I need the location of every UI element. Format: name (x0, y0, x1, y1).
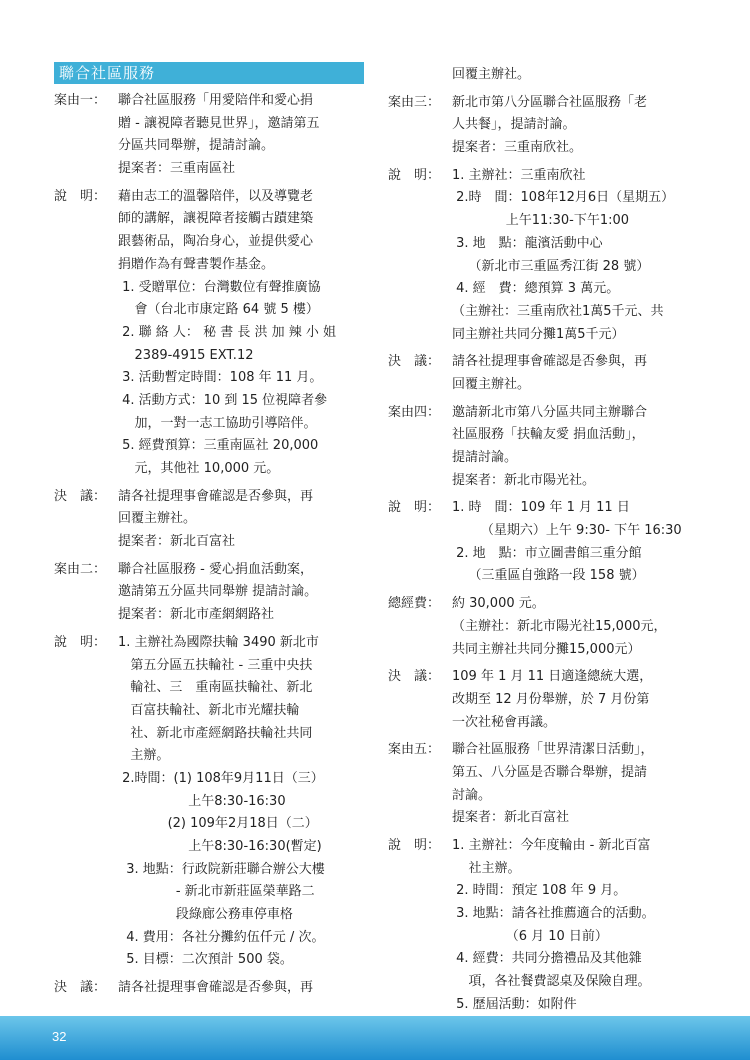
agenda-entry (388, 835, 700, 1017)
entry-body (118, 90, 364, 181)
entry-line: 會（台北市康定路 64 號 5 樓） (118, 302, 319, 318)
entry-line: 1. 時 間：109 年 1 月 11 日 (452, 500, 630, 516)
entry-line: 提案者：新北市陽光社。 (452, 472, 596, 488)
entry-line: 4. 費用：各社分攤約伍仟元 / 次。 (118, 929, 325, 945)
agenda-entry (388, 739, 700, 830)
entry-line: 2.時 間：108年12月6日（星期五） (452, 190, 675, 206)
entry-body (118, 632, 364, 972)
entry-line: 109 年 1 月 11 日適逢總統大選， (452, 669, 653, 685)
entry-line: 2. 聯 絡 人： 秘 書 長 洪 加 辣 小 姐 (118, 324, 336, 340)
entry-line: 提案者：三重南區社 (118, 161, 236, 177)
entry-line: 加，一對一志工協助引導陪伴。 (118, 415, 317, 431)
entry-line: 3. 地點：行政院新莊聯合辦公大樓 (118, 861, 325, 877)
entry-label: 決 議： (54, 488, 107, 504)
entry-line: 人共餐」，提請討論。 (452, 117, 576, 133)
entry-line: 共同主辦社共同分攤15,000元） (452, 641, 641, 657)
left-entries (54, 90, 364, 1000)
entry-body (118, 186, 364, 481)
agenda-entry (54, 559, 364, 627)
entry-line: 請各社提理事會確認是否參與，再 (118, 488, 314, 504)
agenda-entry (54, 90, 364, 181)
entry-line: 3. 地點：請各社推薦適合的活動。 (452, 906, 655, 922)
entry-line: 第五分區五扶輪社 - 三重中央扶 (118, 657, 313, 673)
entry-line: (2) 109年2月18日（二） (118, 816, 318, 832)
entry-body (452, 92, 700, 160)
entry-line: 聯合社區服務「世界清潔日活動」， (452, 742, 654, 758)
entry-line: 提案者：新北百富社 (452, 810, 570, 826)
entry-line: 分區共同舉辦，提請討論。 (118, 138, 275, 154)
entry-line: 百富扶輪社、新北市光耀扶輪 (118, 702, 300, 718)
agenda-entry (54, 632, 364, 972)
entry-line: 聯合社區服務 - 愛心捐血活動案， (118, 561, 313, 577)
entry-line: 一次社秘會再議。 (452, 714, 557, 730)
entry-line: 藉由志工的溫馨陪伴，以及導覽老 (118, 188, 314, 204)
agenda-entry (54, 186, 364, 481)
entry-line: （主辦社：三重南欣社1萬5千元、共 (452, 303, 664, 319)
agenda-entry (54, 486, 364, 554)
entry-line: 段綠廊公務車停車格 (118, 907, 293, 923)
entry-label: 決 議： (54, 980, 107, 996)
entry-line: 3. 地 點：龍濱活動中心 (452, 235, 603, 251)
entry-label: 案由二： (54, 561, 107, 577)
entry-body (452, 165, 700, 347)
entry-line: 2. 時間：預定 108 年 9 月。 (452, 883, 627, 899)
entry-line: 師的講解，讓視障者接觸古蹟建築 (118, 211, 314, 227)
entry-line: 上午8:30-16:30(暫定) (118, 839, 322, 854)
entry-line: （星期六）上午 9:30- 下午 16:30 (452, 523, 682, 539)
entry-line: 回覆主辦社。 (118, 511, 197, 527)
entry-line: 捐贈作為有聲書製作基金。 (118, 256, 275, 272)
entry-line: 提案者：新北市產網網路社 (118, 607, 275, 623)
entry-line: 5. 經費預算：三重南區社 20,000 (118, 438, 319, 454)
entry-line: 2389-4915 EXT.12 (118, 347, 254, 363)
entry-body (452, 593, 700, 661)
entry-line: 社區服務「扶輪友愛 捐血活動」， (452, 427, 645, 443)
agenda-entry (388, 666, 700, 734)
entry-line: 1. 受贈單位：台灣數位有聲推廣協 (118, 279, 321, 295)
entry-line: - 新北市新莊區榮華路二 (118, 884, 315, 900)
agenda-entry (388, 497, 700, 588)
entry-label: 案由一： (54, 93, 107, 108)
entry-line: 邀請第五分區共同舉辦 提請討論。 (118, 584, 318, 600)
entry-line: 社、新北市產經網路扶輪社共同 (118, 725, 313, 741)
entry-label: 說 明： (388, 838, 441, 853)
footer-band (0, 1016, 750, 1060)
entry-label: 案由四： (388, 404, 441, 420)
entry-label: 說 明： (388, 167, 441, 183)
entry-line: 3. 活動暫定時間：108 年 11 月。 (118, 370, 323, 386)
entry-body (452, 666, 700, 734)
entry-body (118, 486, 364, 554)
agenda-entry (54, 977, 364, 1000)
agenda-entry (388, 64, 700, 87)
entry-line: 同主辦社共同分攤1萬5千元） (452, 326, 625, 342)
entry-line: 第五、八分區是否聯合舉辦，提請 (452, 764, 648, 780)
entry-line: 1. 主辦社為國際扶輪 3490 新北市 (118, 634, 319, 650)
entry-line: 回覆主辦社。 (452, 376, 531, 392)
entry-line: 邀請新北市第八分區共同主辦聯合 (452, 404, 648, 420)
entry-line: 討論。 (452, 787, 492, 803)
entry-body (452, 497, 700, 588)
entry-label: 決 議： (388, 669, 441, 685)
agenda-entry (388, 402, 700, 493)
right-column (388, 64, 700, 1017)
entry-body (452, 64, 700, 87)
entry-line: 上午11:30-下午1:00 (452, 213, 630, 229)
entry-body (452, 351, 700, 396)
entry-line: （三重區自強路一段 158 號） (452, 568, 645, 584)
right-entries (388, 64, 700, 1017)
entry-body (452, 835, 700, 1017)
entry-label: 總經費： (388, 596, 441, 612)
entry-line: 4. 經費：共同分擔禮品及其他雜 (452, 951, 642, 967)
entry-label: 說 明： (388, 500, 441, 516)
entry-line: 新北市第八分區聯合社區服務「老 (452, 94, 648, 110)
entry-line: （6 月 10 日前） (452, 928, 608, 944)
entry-line: 約 30,000 元。 (452, 596, 545, 612)
entry-line: （主辦社：新北市陽光社15,000元， (452, 618, 667, 634)
entry-line: 5. 目標：二次預計 500 袋。 (118, 952, 293, 968)
entry-line: 提請討論。 (452, 450, 518, 465)
left-column (54, 62, 364, 1000)
entry-line: 提案者：三重南欣社。 (452, 140, 583, 156)
entry-line: 跟藝術品，陶冶身心，並提供愛心 (118, 234, 314, 250)
entry-line: 聯合社區服務「用愛陪伴和愛心捐 (118, 93, 314, 108)
entry-line: 4. 活動方式：10 到 15 位視障者參 (118, 392, 328, 408)
entry-line: 項，各社餐費認桌及保險自理。 (452, 974, 651, 990)
entry-line: 贈 - 讓視障者聽見世界」，邀請第五 (118, 115, 320, 131)
agenda-entry (388, 165, 700, 347)
entry-line: 上午8:30-16:30 (118, 793, 286, 809)
entry-line: 5. 歷屆活動：如附件 (452, 996, 577, 1012)
entry-line: 提案者：新北百富社 (118, 534, 236, 550)
agenda-entry (388, 593, 700, 661)
entry-label: 決 議： (388, 354, 441, 370)
entry-label: 說 明： (54, 634, 107, 650)
entry-label: 案由三： (388, 94, 441, 110)
entry-line: 請各社提理事會確認是否參與，再 (452, 354, 648, 370)
entry-line: 回覆主辦社。 (452, 67, 531, 82)
entry-body (452, 739, 700, 830)
agenda-entry (388, 351, 700, 396)
entry-label: 說 明： (54, 188, 107, 204)
entry-line: 2. 地 點：市立圖書館三重分館 (452, 545, 642, 561)
entry-body (118, 977, 364, 1000)
entry-body (452, 402, 700, 493)
entry-line: 元，其他社 10,000 元。 (118, 461, 280, 476)
section-heading: 聯合社區服務 (54, 62, 364, 84)
entry-line: 4. 經 費：總預算 3 萬元。 (452, 281, 620, 297)
entry-line: 輪社、三 重南區扶輪社、新北 (118, 680, 313, 696)
page-number: 32 (52, 1029, 67, 1044)
entry-line: 社主辦。 (452, 860, 521, 876)
entry-line: 改期至 12 月份舉辦，於 7 月份第 (452, 691, 650, 707)
entry-line: 主辦。 (118, 748, 170, 764)
entry-body (118, 559, 364, 627)
entry-label: 案由五： (388, 742, 441, 758)
entry-label (388, 64, 452, 87)
agenda-entry (388, 92, 700, 160)
entry-line: 1. 主辦社：三重南欣社 (452, 167, 586, 183)
entry-line: 2.時間：(1) 108年9月11日（三） (118, 770, 324, 786)
entry-line: （新北市三重區秀江街 28 號） (452, 258, 650, 274)
entry-line: 請各社提理事會確認是否參與，再 (118, 980, 314, 996)
entry-line: 1. 主辦社：今年度輪由 - 新北百富 (452, 838, 651, 853)
